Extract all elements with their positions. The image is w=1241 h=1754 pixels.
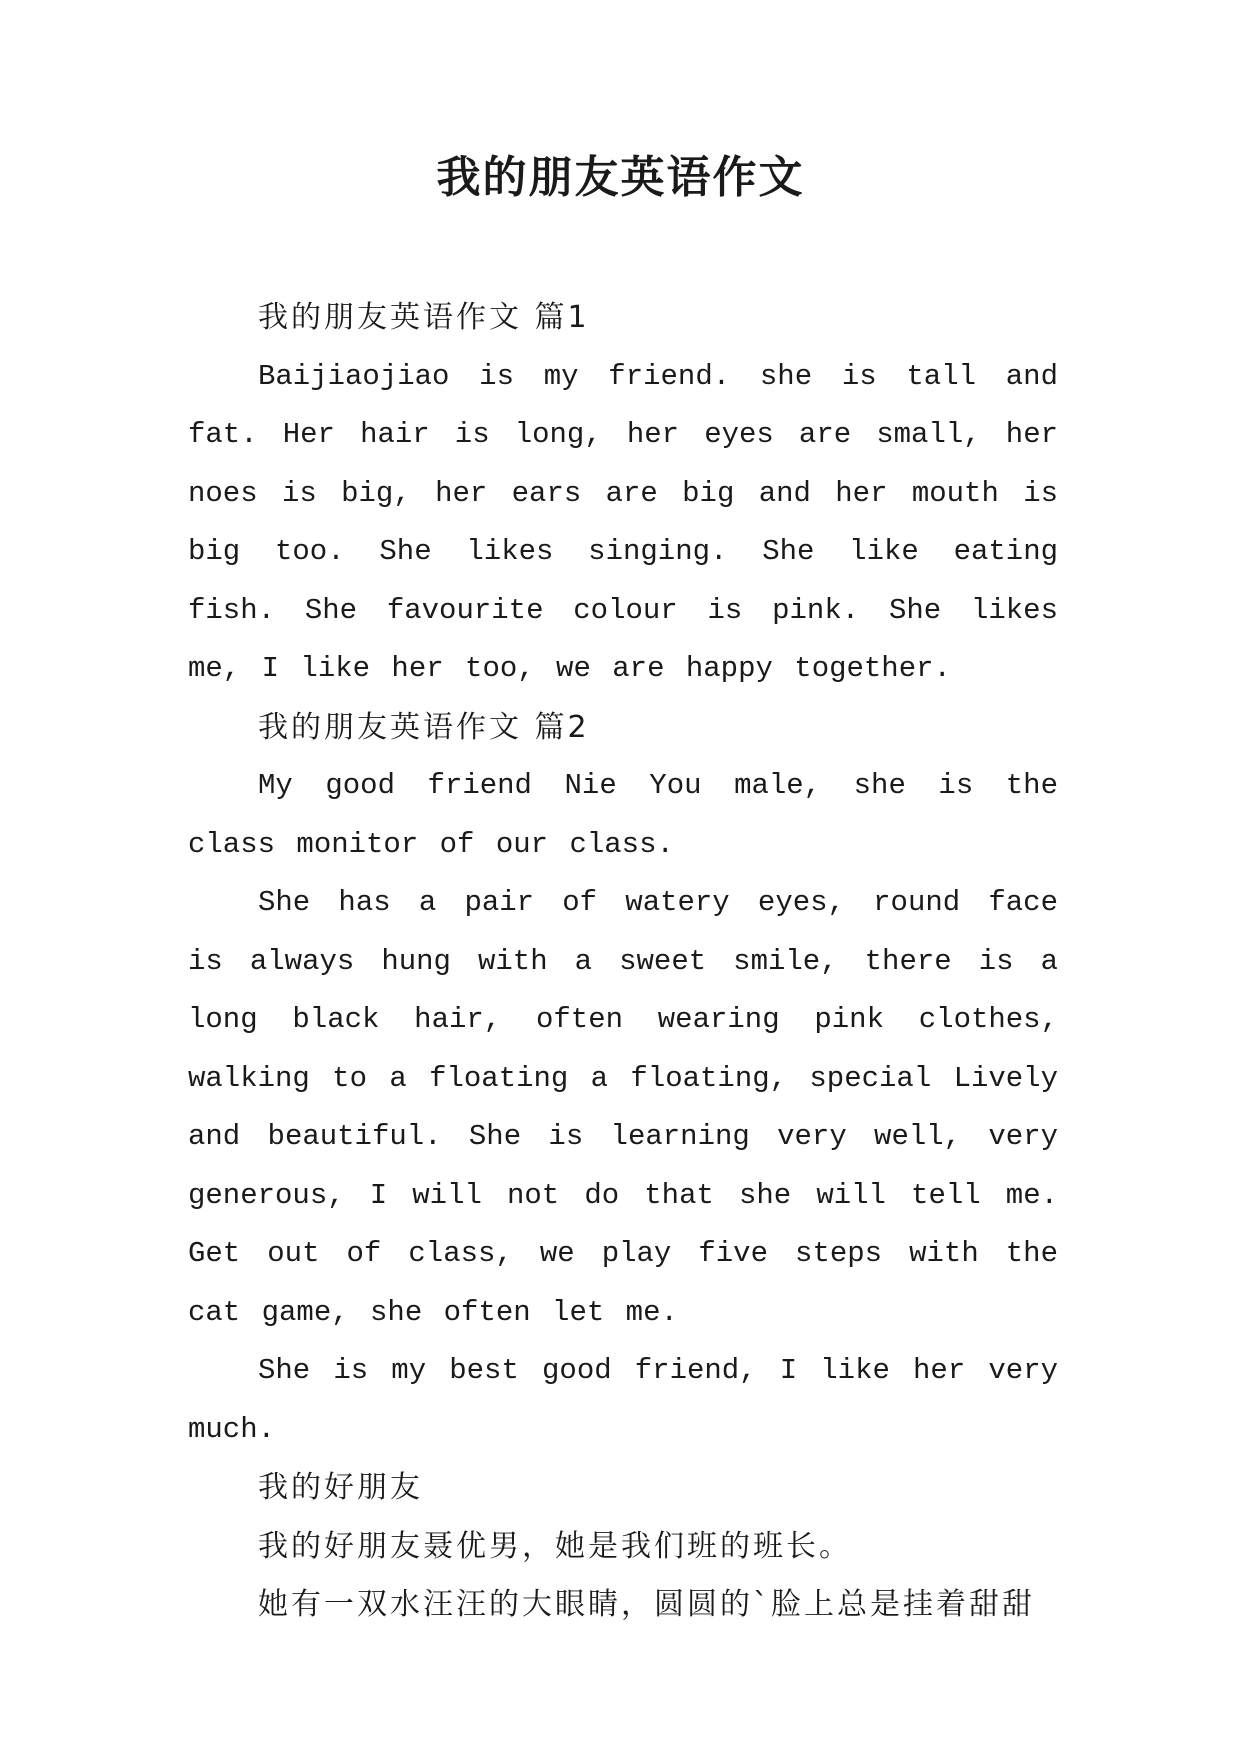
paragraph: My good friend Nie You male, she is the class monitor of our class. [188, 769, 1058, 861]
paragraph: She has a pair of watery eyes, round face is always hung with a sweet smile, there is a long black hair, often wearing pink clothes, walking to a floating a floating, special Lively and beautiful. She is learning very well, very generous, I will not do that she will tell me. Get out of class, we play five steps with the cat game, she often let me. [188, 886, 1058, 1329]
paragraph: 我的好朋友聂优男，她是我们班的班长。 [258, 1528, 852, 1564]
paragraph: She is my best good friend, I like her very much. [188, 1354, 1058, 1446]
section-heading-1: 我的朋友英语作文 篇1 [258, 300, 590, 335]
document-title: 我的朋友英语作文 [436, 152, 805, 203]
document-body [188, 289, 1058, 1635]
paragraph: Baijiaojiao is my friend. she is tall and fat. Her hair is long, her eyes are small, her noes is big, her ears are big and her mouth is big too. She likes singing. She like eating fish. She favourite colour is pink. She likes me, I like her too, we are happy together. [188, 359, 1058, 685]
section-heading-2: 我的朋友英语作文 篇2 [258, 709, 590, 745]
section-heading-3: 我的好朋友 [258, 1470, 423, 1505]
paragraph: 她有一双水汪汪的大眼睛，圆圆的`脸上总是挂着甜甜 [258, 1587, 1035, 1622]
